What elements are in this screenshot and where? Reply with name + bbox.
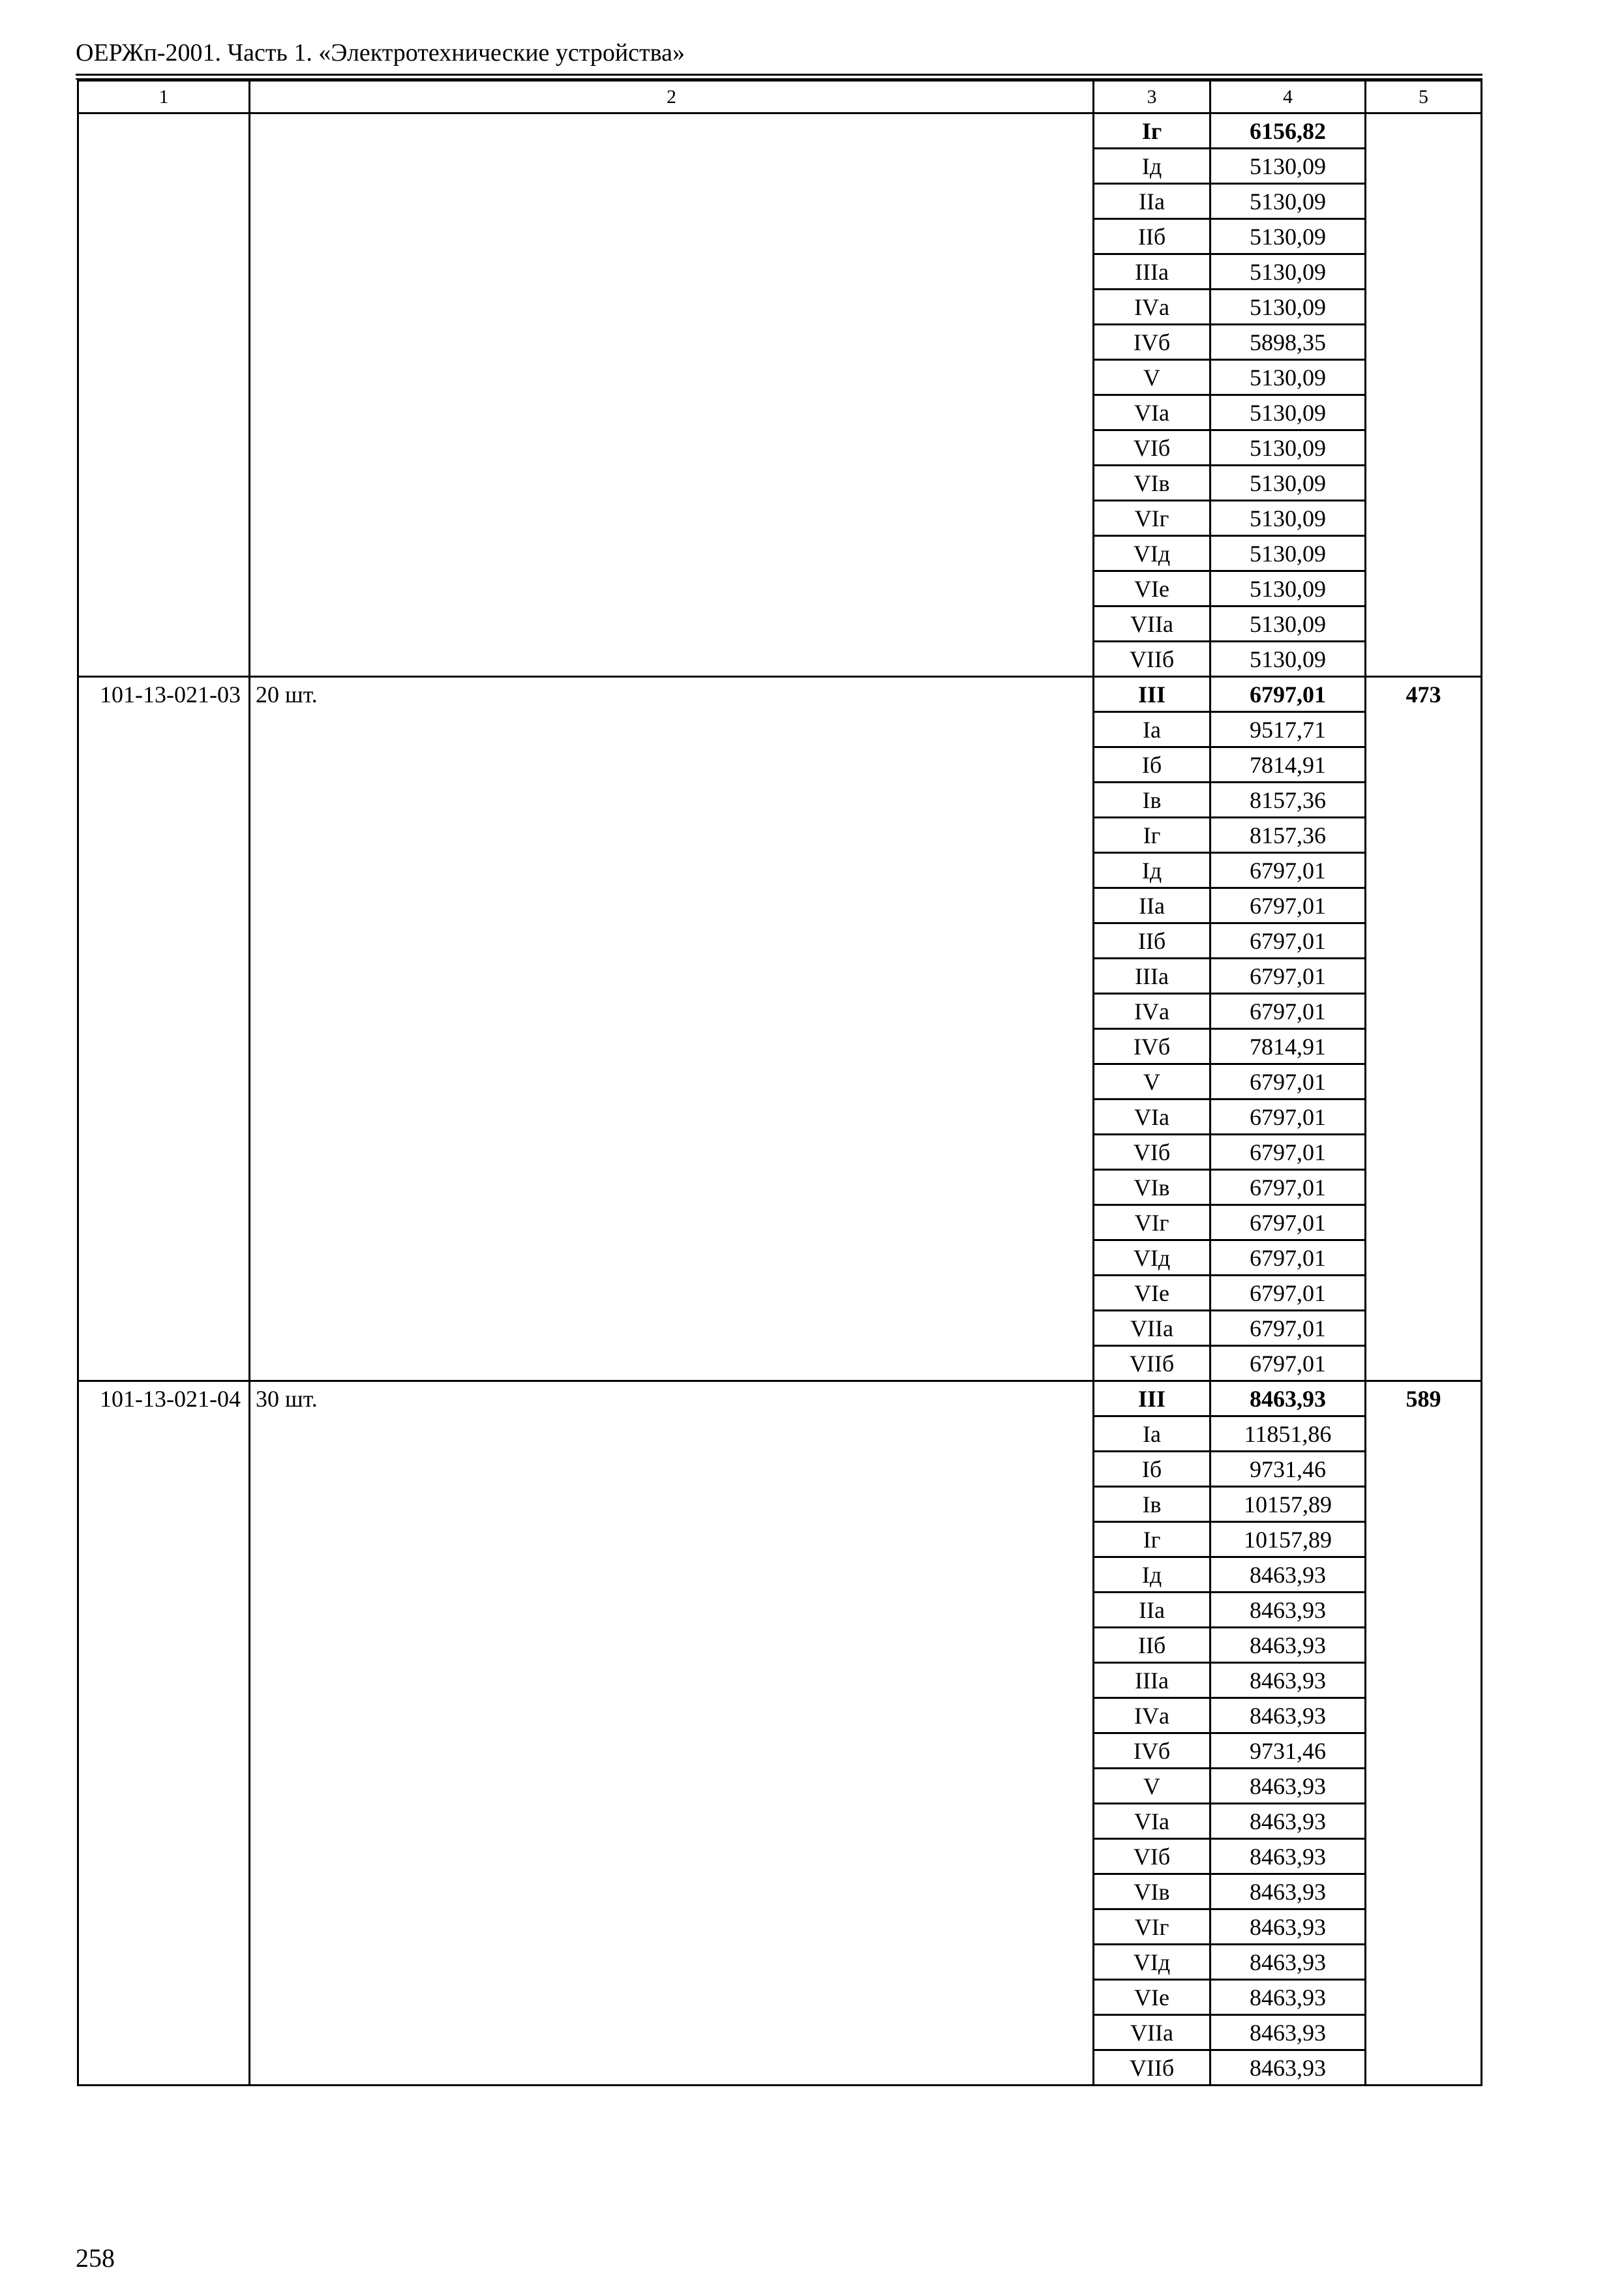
document-header: ОЕРЖп-2001. Часть 1. «Электротехнические устройства» [76,39,685,67]
zone-cell: IIIа [1094,1663,1210,1698]
item-code [78,113,250,677]
rate-value-cell: 6797,01 [1210,1276,1366,1311]
rate-value-cell: 6797,01 [1210,1135,1366,1170]
rate-value-cell: 5130,09 [1210,254,1366,290]
zone-cell: VIIб [1094,1346,1210,1381]
zone-cell: V [1094,360,1210,395]
zone-cell: VIа [1094,1804,1210,1839]
rate-value-cell: 8463,93 [1210,1381,1366,1416]
rate-value-cell: 8463,93 [1210,1593,1366,1628]
item-description: 30 шт. [250,1381,1094,2086]
rate-value-cell: 6797,01 [1210,1311,1366,1346]
rate-value-cell: 6797,01 [1210,959,1366,994]
rate-value-cell: 8463,93 [1210,1980,1366,2015]
rate-value-cell: 6797,01 [1210,1170,1366,1205]
item-description: 20 шт. [250,677,1094,1381]
item-description [250,113,1094,677]
rate-value-cell: 9731,46 [1210,1733,1366,1769]
zone-cell: III [1094,677,1210,712]
rate-value-cell: 8463,93 [1210,1839,1366,1874]
rate-value-cell: 5130,09 [1210,360,1366,395]
zone-cell: Iб [1094,747,1210,783]
zone-cell: IIIа [1094,959,1210,994]
zone-cell: VIа [1094,395,1210,430]
rate-value-cell: 7814,91 [1210,747,1366,783]
zone-cell: VIIа [1094,606,1210,642]
zone-cell: VIв [1094,466,1210,501]
column-number-row [78,81,1482,113]
rate-value-cell: 5130,09 [1210,184,1366,219]
table-row [78,1381,1482,1416]
zone-cell: IIIа [1094,254,1210,290]
rate-value-cell: 8463,93 [1210,1698,1366,1733]
zone-cell: IIб [1094,1628,1210,1663]
rate-value-cell: 8157,36 [1210,818,1366,853]
zone-cell: Iд [1094,853,1210,888]
zone-cell: Iа [1094,712,1210,747]
item-total: 589 [1366,1381,1482,2086]
rate-value-cell: 8463,93 [1210,1628,1366,1663]
header-rule [76,74,1482,76]
rate-value-cell: 5130,09 [1210,149,1366,184]
rate-value-cell: 6797,01 [1210,1346,1366,1381]
zone-cell: IIа [1094,888,1210,923]
rates-table [77,80,1482,2086]
column-number-2: 2 [250,81,1094,113]
column-number-1: 1 [78,81,250,113]
zone-cell: VIд [1094,1945,1210,1980]
rate-value-cell: 5130,09 [1210,501,1366,536]
zone-cell: VIIа [1094,2015,1210,2050]
zone-cell: IVб [1094,325,1210,360]
zone-cell: Iд [1094,1557,1210,1593]
column-number-4: 4 [1210,81,1366,113]
rate-value-cell: 8157,36 [1210,783,1366,818]
zone-cell: III [1094,1381,1210,1416]
rate-value-cell: 8463,93 [1210,1874,1366,1909]
zone-cell: V [1094,1064,1210,1100]
rate-value-cell: 5130,09 [1210,466,1366,501]
zone-cell: VIг [1094,1909,1210,1945]
zone-cell: VIг [1094,1205,1210,1240]
zone-cell: Iг [1094,818,1210,853]
rate-value-cell: 11851,86 [1210,1416,1366,1452]
rate-value-cell: 5898,35 [1210,325,1366,360]
zone-cell: VIIа [1094,1311,1210,1346]
rate-value-cell: 6797,01 [1210,853,1366,888]
zone-cell: VIIб [1094,642,1210,677]
rate-value-cell: 5130,09 [1210,395,1366,430]
rate-value-cell: 5130,09 [1210,290,1366,325]
zone-cell: Iб [1094,1452,1210,1487]
zone-cell: VIд [1094,536,1210,571]
rate-value-cell: 6797,01 [1210,1205,1366,1240]
zone-cell: VIа [1094,1100,1210,1135]
zone-cell: Iг [1094,1522,1210,1557]
rate-value-cell: 5130,09 [1210,642,1366,677]
rate-value-cell: 5130,09 [1210,571,1366,606]
rate-value-cell: 8463,93 [1210,2050,1366,2086]
zone-cell: VIб [1094,430,1210,466]
rate-value-cell: 6156,82 [1210,113,1366,149]
item-code: 101-13-021-04 [78,1381,250,2086]
zone-cell: VIе [1094,571,1210,606]
rate-value-cell: 6797,01 [1210,677,1366,712]
column-number-3: 3 [1094,81,1210,113]
zone-cell: IVа [1094,290,1210,325]
rate-value-cell: 6797,01 [1210,923,1366,959]
zone-cell: IIа [1094,1593,1210,1628]
zone-cell: IVа [1094,994,1210,1029]
column-number-5: 5 [1366,81,1482,113]
item-total: 473 [1366,677,1482,1381]
item-code: 101-13-021-03 [78,677,250,1381]
zone-cell: IIб [1094,923,1210,959]
table-row [78,677,1482,712]
rate-value-cell: 8463,93 [1210,1557,1366,1593]
zone-cell: VIд [1094,1240,1210,1276]
zone-cell: Iг [1094,113,1210,149]
rate-value-cell: 5130,09 [1210,430,1366,466]
zone-cell: VIб [1094,1839,1210,1874]
zone-cell: VIв [1094,1170,1210,1205]
zone-cell: IVа [1094,1698,1210,1733]
rate-value-cell: 6797,01 [1210,1064,1366,1100]
rate-value-cell: 6797,01 [1210,888,1366,923]
zone-cell: Iа [1094,1416,1210,1452]
page-number: 258 [76,2243,115,2273]
zone-cell: Iв [1094,1487,1210,1522]
rate-value-cell: 6797,01 [1210,1100,1366,1135]
rate-value-cell: 7814,91 [1210,1029,1366,1064]
zone-cell: VIг [1094,501,1210,536]
zone-cell: Iв [1094,783,1210,818]
rate-value-cell: 8463,93 [1210,1945,1366,1980]
rate-value-cell: 9517,71 [1210,712,1366,747]
rate-value-cell: 9731,46 [1210,1452,1366,1487]
zone-cell: VIв [1094,1874,1210,1909]
rate-value-cell: 8463,93 [1210,1909,1366,1945]
table-row [78,113,1482,149]
rate-value-cell: 6797,01 [1210,1240,1366,1276]
zone-cell: V [1094,1769,1210,1804]
rate-value-cell: 5130,09 [1210,536,1366,571]
zone-cell: Iд [1094,149,1210,184]
zone-cell: IVб [1094,1733,1210,1769]
rate-value-cell: 5130,09 [1210,606,1366,642]
zone-cell: VIIб [1094,2050,1210,2086]
rate-value-cell: 6797,01 [1210,994,1366,1029]
item-total [1366,113,1482,677]
rate-value-cell: 10157,89 [1210,1522,1366,1557]
zone-cell: VIе [1094,1276,1210,1311]
zone-cell: IIа [1094,184,1210,219]
rate-value-cell: 5130,09 [1210,219,1366,254]
zone-cell: IIб [1094,219,1210,254]
rate-value-cell: 8463,93 [1210,1663,1366,1698]
rate-value-cell: 8463,93 [1210,1769,1366,1804]
rate-value-cell: 8463,93 [1210,1804,1366,1839]
zone-cell: VIе [1094,1980,1210,2015]
zone-cell: IVб [1094,1029,1210,1064]
rate-value-cell: 10157,89 [1210,1487,1366,1522]
rate-value-cell: 8463,93 [1210,2015,1366,2050]
zone-cell: VIб [1094,1135,1210,1170]
